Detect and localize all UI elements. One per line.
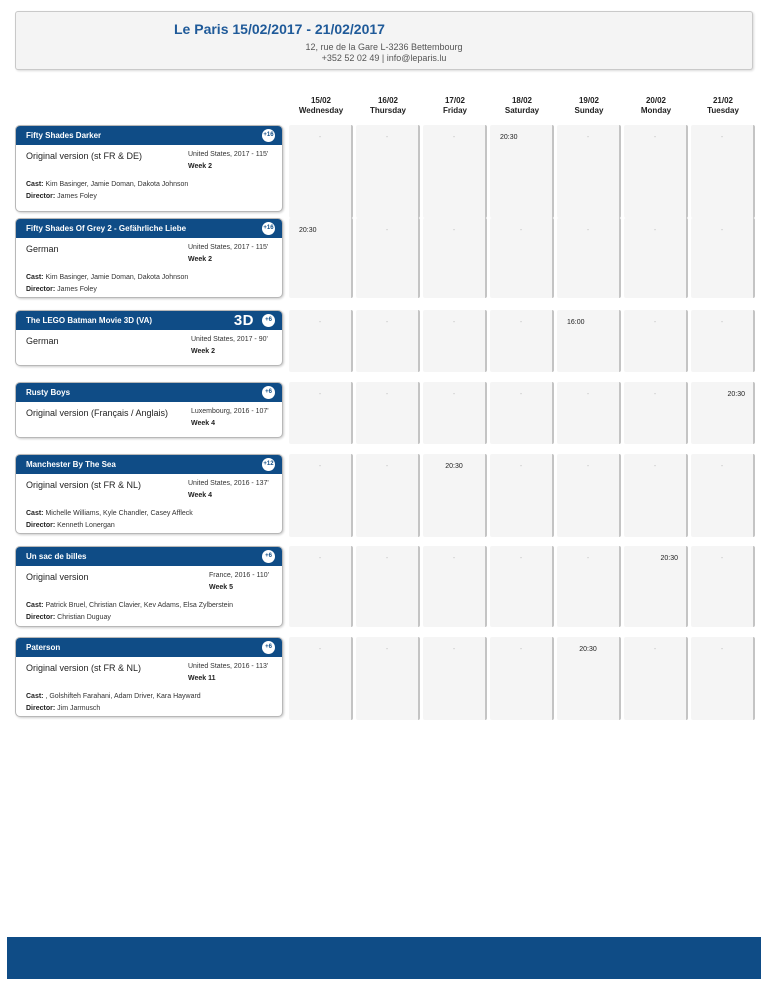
showtime-slot[interactable] xyxy=(490,125,554,218)
no-show-dash: - xyxy=(519,463,523,470)
day-date: 20/02 xyxy=(645,96,667,105)
cast-names: , Golshifteh Farahani, Adam Driver, Kara Hayward xyxy=(45,693,201,700)
film-card[interactable] xyxy=(15,546,283,627)
director-name: James Foley xyxy=(57,193,97,200)
day-date: 17/02 xyxy=(444,96,466,105)
no-show-dash: - xyxy=(519,391,523,398)
empty-slot xyxy=(289,546,353,627)
day-weekday: Sunday xyxy=(574,106,604,115)
no-show-dash: - xyxy=(318,646,322,653)
showtime-slot[interactable] xyxy=(557,637,621,720)
empty-slot xyxy=(289,637,353,720)
film-title[interactable]: Manchester By The Sea xyxy=(26,460,116,469)
no-show-dash: - xyxy=(519,555,523,562)
cast-names: Michelle Williams, Kyle Chandler, Casey Affleck xyxy=(45,510,193,517)
film-country-year: United States, 2016 - 137' xyxy=(188,480,269,487)
film-title-bar[interactable] xyxy=(16,638,282,657)
empty-slot xyxy=(490,382,554,444)
film-title-bar[interactable] xyxy=(16,219,282,238)
age-rating-badge: +12 xyxy=(262,458,275,471)
empty-slot xyxy=(490,546,554,627)
film-cast xyxy=(26,181,188,188)
film-title[interactable]: Un sac de billes xyxy=(26,552,87,561)
director-name: Jim Jarmusch xyxy=(57,705,101,712)
day-weekday: Wednesday xyxy=(298,106,344,115)
no-show-dash: - xyxy=(318,463,322,470)
showtime[interactable]: 20:30 xyxy=(500,134,518,141)
no-show-dash: - xyxy=(586,555,590,562)
empty-slot xyxy=(624,382,688,444)
film-title-bar[interactable] xyxy=(16,383,282,402)
cast-label: Cast: xyxy=(26,602,44,609)
day-date: 15/02 xyxy=(310,96,332,105)
day-date: 19/02 xyxy=(578,96,600,105)
no-show-dash: - xyxy=(385,391,389,398)
no-show-dash: - xyxy=(452,134,456,141)
film-title-bar[interactable] xyxy=(16,455,282,474)
film-title[interactable]: Fifty Shades Of Grey 2 - Gefährliche Liebe xyxy=(26,224,187,233)
film-director xyxy=(26,193,97,200)
no-show-dash: - xyxy=(653,134,657,141)
showtime-slot[interactable] xyxy=(289,218,353,298)
showtime-slot[interactable] xyxy=(423,454,487,537)
empty-slot xyxy=(289,125,353,218)
day-header xyxy=(421,96,489,116)
empty-slot xyxy=(557,125,621,218)
film-card[interactable] xyxy=(15,637,283,717)
film-director xyxy=(26,614,111,621)
no-show-dash: - xyxy=(318,319,322,326)
showtime[interactable]: 20:30 xyxy=(727,391,745,398)
film-card[interactable] xyxy=(15,125,283,212)
day-header xyxy=(622,96,690,116)
cast-label: Cast: xyxy=(26,510,44,517)
empty-slot xyxy=(624,454,688,537)
no-show-dash: - xyxy=(519,227,523,234)
director-label: Director: xyxy=(26,705,56,712)
director-name: James Foley xyxy=(57,286,97,293)
no-show-dash: - xyxy=(720,319,724,326)
age-rating-badge: +6 xyxy=(262,550,275,563)
cinema-contact: +352 52 02 49 | info@leparis.lu xyxy=(321,53,447,63)
film-week: Week 2 xyxy=(188,163,212,170)
no-show-dash: - xyxy=(586,463,590,470)
film-country-year: United States, 2017 - 90' xyxy=(191,336,268,343)
film-version: Original version (st FR & NL) xyxy=(26,480,142,490)
showtime-slot[interactable] xyxy=(624,546,688,627)
empty-slot xyxy=(624,637,688,720)
empty-slot xyxy=(557,218,621,298)
empty-slot xyxy=(624,218,688,298)
film-week: Week 4 xyxy=(188,492,212,499)
no-show-dash: - xyxy=(385,555,389,562)
film-version: Original version xyxy=(26,572,89,582)
no-show-dash: - xyxy=(720,463,724,470)
no-show-dash: - xyxy=(452,319,456,326)
empty-slot xyxy=(557,546,621,627)
director-name: Kenneth Lonergan xyxy=(57,522,115,529)
film-title-bar[interactable] xyxy=(16,126,282,145)
film-version: Original version (st FR & NL) xyxy=(26,663,142,673)
film-cast xyxy=(26,274,188,281)
cast-names: Kim Basinger, Jamie Doman, Dakota Johnson xyxy=(45,181,189,188)
film-title[interactable]: Paterson xyxy=(26,643,61,652)
empty-slot xyxy=(289,382,353,444)
no-show-dash: - xyxy=(586,391,590,398)
empty-slot xyxy=(289,310,353,372)
director-label: Director: xyxy=(26,614,56,621)
day-header xyxy=(488,96,556,116)
no-show-dash: - xyxy=(318,134,322,141)
film-week: Week 2 xyxy=(191,348,215,355)
no-show-dash: - xyxy=(653,391,657,398)
no-show-dash: - xyxy=(720,555,724,562)
empty-slot xyxy=(289,454,353,537)
film-version: Original version (st FR & DE) xyxy=(26,151,143,161)
page-title: Le Paris 15/02/2017 - 21/02/2017 xyxy=(174,21,385,37)
showtime[interactable]: 20:30 xyxy=(660,555,678,562)
no-show-dash: - xyxy=(586,134,590,141)
empty-slot xyxy=(423,382,487,444)
no-show-dash: - xyxy=(452,391,456,398)
director-label: Director: xyxy=(26,286,56,293)
film-director xyxy=(26,522,115,529)
day-date: 16/02 xyxy=(377,96,399,105)
no-show-dash: - xyxy=(452,555,456,562)
day-date: 21/02 xyxy=(712,96,734,105)
no-show-dash: - xyxy=(653,227,657,234)
cinema-header xyxy=(15,11,753,70)
film-week: Week 11 xyxy=(188,675,216,682)
film-director xyxy=(26,286,97,293)
day-weekday: Tuesday xyxy=(707,106,739,115)
showtime-slot[interactable] xyxy=(557,310,621,372)
no-show-dash: - xyxy=(318,391,322,398)
showtime[interactable]: 20:30 xyxy=(299,227,317,234)
empty-slot xyxy=(691,637,755,720)
age-rating-badge: +6 xyxy=(262,641,275,654)
film-country-year: United States, 2016 - 113' xyxy=(188,663,269,670)
no-show-dash: - xyxy=(385,319,389,326)
film-title[interactable]: Fifty Shades Darker xyxy=(26,131,102,140)
film-cast xyxy=(26,510,193,517)
day-header xyxy=(354,96,422,116)
age-rating-badge: +6 xyxy=(262,314,275,327)
no-show-dash: - xyxy=(452,227,456,234)
empty-slot xyxy=(356,125,420,218)
empty-slot xyxy=(423,310,487,372)
film-title[interactable]: The LEGO Batman Movie 3D (VA) xyxy=(26,316,153,325)
empty-slot xyxy=(356,454,420,537)
day-header xyxy=(555,96,623,116)
empty-slot xyxy=(691,218,755,298)
film-version: German xyxy=(26,336,59,346)
film-card[interactable] xyxy=(15,310,283,366)
empty-slot xyxy=(490,218,554,298)
empty-slot xyxy=(423,125,487,218)
no-show-dash: - xyxy=(720,646,724,653)
showtime[interactable]: 20:30 xyxy=(445,463,463,470)
empty-slot xyxy=(423,218,487,298)
film-country-year: France, 2016 - 110' xyxy=(209,572,269,579)
no-show-dash: - xyxy=(586,227,590,234)
director-name: Christian Duguay xyxy=(57,614,111,621)
cast-names: Kim Basinger, Jamie Doman, Dakota Johnson xyxy=(45,274,189,281)
age-rating-badge: +6 xyxy=(262,386,275,399)
film-country-year: United States, 2017 - 115' xyxy=(188,151,269,158)
empty-slot xyxy=(490,310,554,372)
empty-slot xyxy=(691,125,755,218)
day-weekday: Friday xyxy=(442,106,467,115)
no-show-dash: - xyxy=(385,134,389,141)
day-weekday: Thursday xyxy=(369,106,406,115)
showtime[interactable]: 20:30 xyxy=(579,646,597,653)
no-show-dash: - xyxy=(519,646,523,653)
film-version: German xyxy=(26,244,59,254)
empty-slot xyxy=(356,637,420,720)
cast-label: Cast: xyxy=(26,274,44,281)
badge-3d-icon: 3D xyxy=(233,312,254,329)
film-cast xyxy=(26,693,201,700)
empty-slot xyxy=(557,454,621,537)
cast-label: Cast: xyxy=(26,693,44,700)
cast-names: Patrick Bruel, Christian Clavier, Kev Adams, Elsa Zylberstein xyxy=(45,602,233,609)
no-show-dash: - xyxy=(720,134,724,141)
film-version: Original version (Français / Anglais) xyxy=(26,408,169,418)
day-header xyxy=(287,96,355,116)
film-title[interactable]: Rusty Boys xyxy=(26,388,71,397)
empty-slot xyxy=(691,310,755,372)
empty-slot xyxy=(557,382,621,444)
empty-slot xyxy=(691,546,755,627)
film-card[interactable] xyxy=(15,218,283,298)
day-weekday: Saturday xyxy=(504,106,540,115)
no-show-dash: - xyxy=(720,227,724,234)
age-rating-badge: +16 xyxy=(262,222,275,235)
showtime-slot[interactable] xyxy=(691,382,755,444)
empty-slot xyxy=(624,125,688,218)
empty-slot xyxy=(490,454,554,537)
film-week: Week 5 xyxy=(209,584,233,591)
director-label: Director: xyxy=(26,522,56,529)
showtime[interactable]: 16:00 xyxy=(567,319,585,326)
empty-slot xyxy=(356,382,420,444)
film-cast xyxy=(26,602,233,609)
no-show-dash: - xyxy=(385,646,389,653)
empty-slot xyxy=(356,546,420,627)
cast-label: Cast: xyxy=(26,181,44,188)
no-show-dash: - xyxy=(653,646,657,653)
no-show-dash: - xyxy=(385,463,389,470)
film-card[interactable] xyxy=(15,382,283,438)
empty-slot xyxy=(423,637,487,720)
empty-slot xyxy=(624,310,688,372)
empty-slot xyxy=(356,218,420,298)
empty-slot xyxy=(356,310,420,372)
no-show-dash: - xyxy=(653,463,657,470)
film-week: Week 4 xyxy=(191,420,215,427)
empty-slot xyxy=(423,546,487,627)
no-show-dash: - xyxy=(519,319,523,326)
film-director xyxy=(26,705,100,712)
empty-slot xyxy=(490,637,554,720)
no-show-dash: - xyxy=(385,227,389,234)
page-footer-bar xyxy=(7,937,761,979)
age-rating-badge: +16 xyxy=(262,129,275,142)
film-country-year: Luxembourg, 2016 - 107' xyxy=(191,408,269,415)
empty-slot xyxy=(691,454,755,537)
day-header xyxy=(689,96,757,116)
no-show-dash: - xyxy=(318,555,322,562)
film-week: Week 2 xyxy=(188,256,212,263)
no-show-dash: - xyxy=(653,319,657,326)
film-title-bar[interactable] xyxy=(16,311,282,330)
no-show-dash: - xyxy=(452,646,456,653)
cinema-address: 12, rue de la Gare L-3236 Bettembourg xyxy=(305,42,463,52)
day-date: 18/02 xyxy=(511,96,533,105)
director-label: Director: xyxy=(26,193,56,200)
film-title-bar[interactable] xyxy=(16,547,282,566)
film-card[interactable] xyxy=(15,454,283,534)
film-country-year: United States, 2017 - 115' xyxy=(188,244,269,251)
day-weekday: Monday xyxy=(640,106,672,115)
